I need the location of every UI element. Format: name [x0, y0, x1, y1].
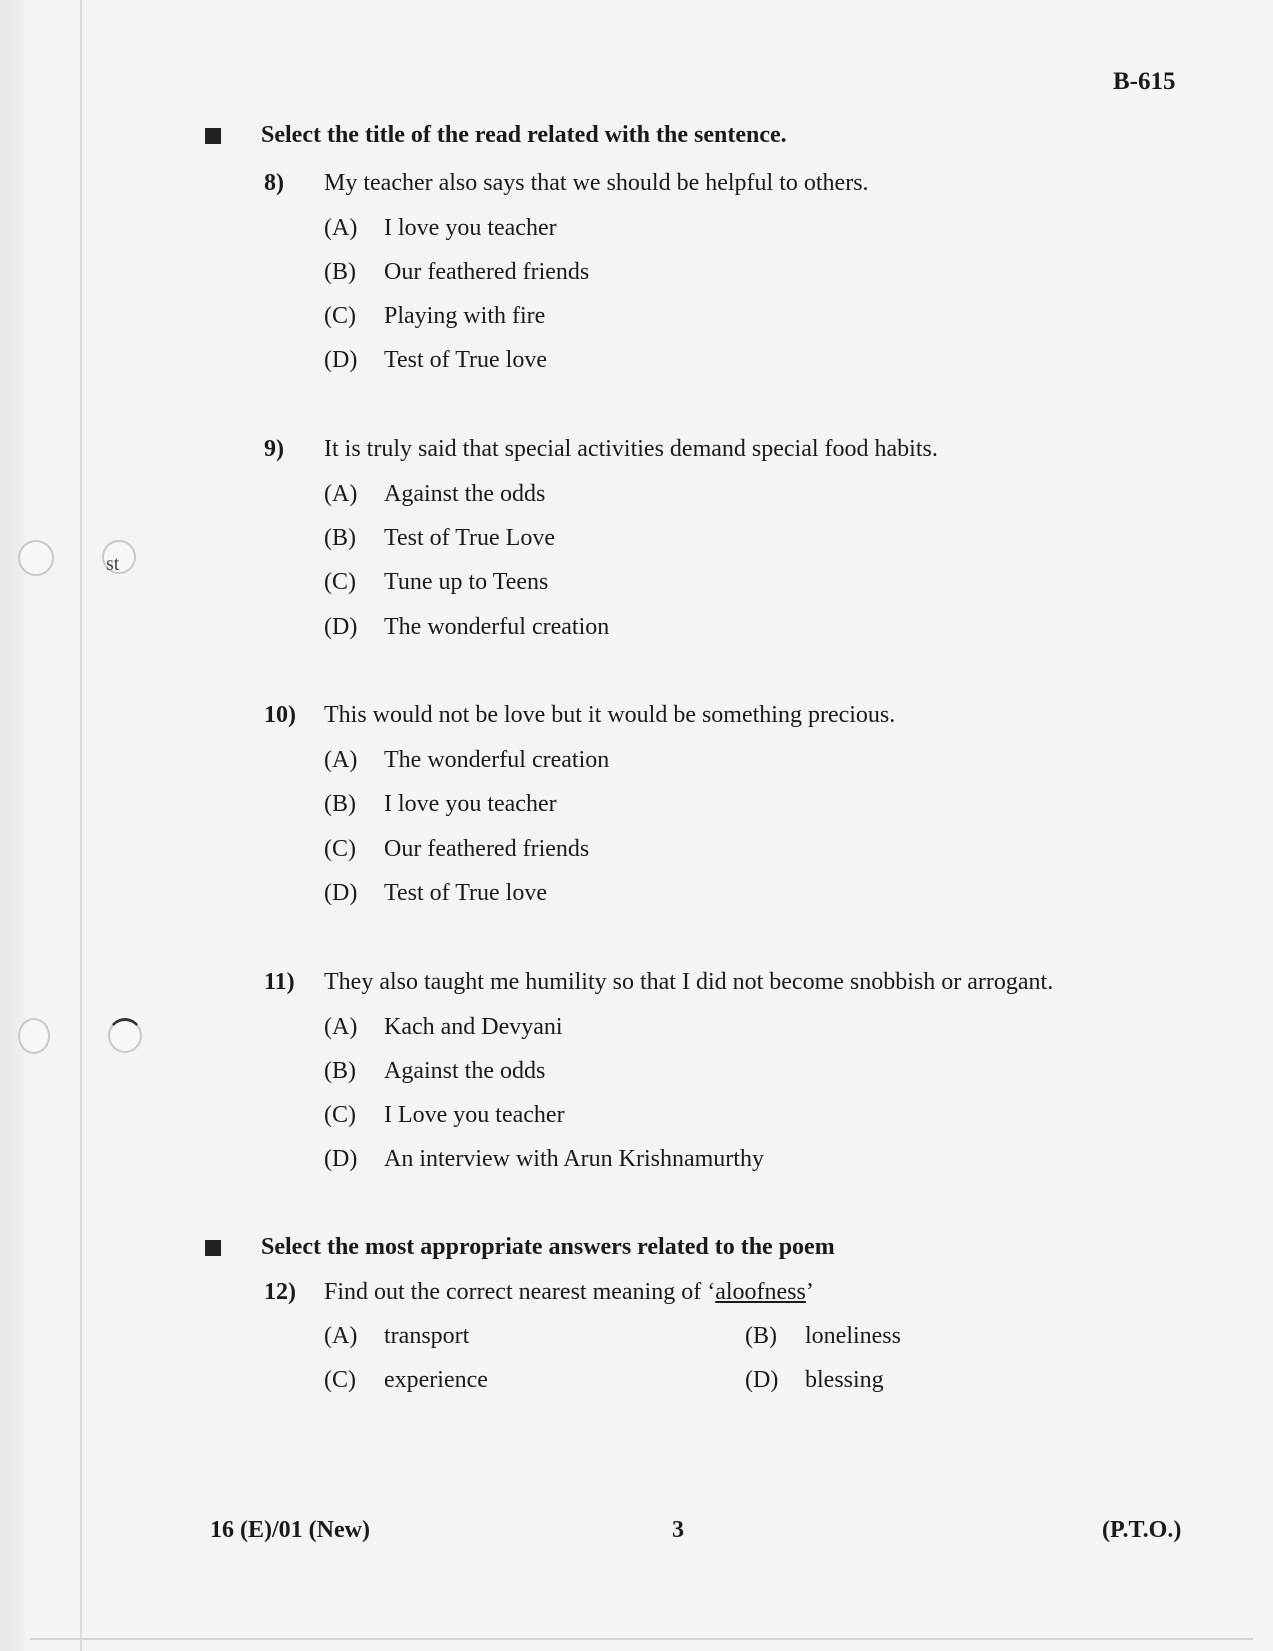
- option-8-b: [324, 259, 589, 286]
- option-10-c: [324, 836, 589, 863]
- option-letter: (A): [324, 481, 358, 507]
- option-letter: (C): [324, 569, 356, 595]
- option-letter: (A): [324, 1323, 358, 1349]
- option-text: I Love you teacher: [384, 1102, 565, 1128]
- question-text: My teacher also says that we should be helpful to others.: [324, 170, 869, 196]
- margin-mark-text: st: [106, 553, 120, 575]
- option-text: The wonderful creation: [384, 747, 610, 773]
- option-letter: (B): [745, 1323, 777, 1349]
- section-heading: [205, 122, 787, 149]
- footer-page-number: 3: [672, 1517, 684, 1543]
- option-text: Tune up to Teens: [384, 569, 549, 595]
- scan-edge: [0, 0, 26, 1651]
- question-text-after: ’: [805, 1279, 814, 1305]
- question-10: [264, 702, 895, 729]
- option-11-b: [324, 1058, 545, 1085]
- question-8: [264, 170, 869, 197]
- punch-mark-circle-lower: [108, 1018, 142, 1053]
- option-11-c: [324, 1102, 565, 1129]
- option-8-c: [324, 303, 545, 330]
- question-number: 9): [264, 436, 284, 462]
- section-title: Select the most appropriate answers related to the poem: [261, 1234, 835, 1260]
- punch-hole-upper: [18, 540, 54, 576]
- question-text: This would not be love but it would be something precious.: [324, 702, 896, 728]
- option-text: Playing with fire: [384, 303, 546, 329]
- question-number: 8): [264, 170, 284, 196]
- option-letter: (B): [324, 1058, 356, 1084]
- option-letter: (A): [324, 215, 358, 241]
- section-heading: [205, 1234, 835, 1261]
- option-8-a: [324, 215, 557, 242]
- question-number: 10): [264, 702, 296, 728]
- scan-shadow-line: [80, 0, 82, 1651]
- option-letter: (C): [324, 303, 356, 329]
- option-9-b: [324, 525, 555, 552]
- square-bullet-icon: [205, 1240, 221, 1256]
- option-10-b: [324, 791, 557, 818]
- option-text: Our feathered friends: [384, 836, 590, 862]
- option-10-d: [324, 880, 547, 907]
- scan-bottom-line: [30, 1638, 1253, 1640]
- option-text: Test of True Love: [384, 525, 555, 551]
- option-text: transport: [384, 1323, 470, 1349]
- question-number: 12): [264, 1279, 296, 1305]
- punch-hole-lower: [18, 1018, 50, 1054]
- option-11-a: [324, 1014, 563, 1041]
- square-bullet-icon: [205, 128, 221, 144]
- option-8-d: [324, 347, 547, 374]
- option-letter: (D): [324, 347, 358, 373]
- footer-paper-code: 16 (E)/01 (New): [210, 1517, 370, 1543]
- option-letter: (D): [324, 614, 358, 640]
- question-number: 11): [264, 969, 295, 995]
- option-text: I love you teacher: [384, 215, 557, 241]
- option-text: experience: [384, 1367, 488, 1393]
- option-letter: (D): [324, 880, 358, 906]
- option-10-a: [324, 747, 609, 774]
- option-text: Our feathered friends: [384, 259, 590, 285]
- page-code: B-615: [1113, 68, 1176, 95]
- option-letter: (C): [324, 1367, 356, 1393]
- option-letter: (D): [324, 1146, 358, 1172]
- option-text: blessing: [805, 1367, 884, 1393]
- option-text: Kach and Devyani: [384, 1014, 563, 1040]
- option-12-b: [745, 1323, 901, 1350]
- option-letter: (C): [324, 1102, 356, 1128]
- option-letter: (B): [324, 259, 356, 285]
- section-title: Select the title of the read related with the sentence.: [261, 122, 787, 148]
- question-12: [264, 1279, 814, 1306]
- option-12-c: [324, 1367, 488, 1394]
- option-text: Against the odds: [384, 481, 546, 507]
- footer-pto: (P.T.O.): [1102, 1517, 1182, 1543]
- question-11: [264, 969, 1053, 996]
- option-9-c: [324, 569, 548, 596]
- option-12-a: [324, 1323, 469, 1350]
- option-text: loneliness: [805, 1323, 901, 1349]
- question-9: [264, 436, 938, 463]
- option-9-d: [324, 614, 609, 641]
- option-text: The wonderful creation: [384, 614, 610, 640]
- option-letter: (A): [324, 1014, 358, 1040]
- question-text-before: Find out the correct nearest meaning of ‘: [324, 1279, 716, 1305]
- option-11-d: [324, 1146, 764, 1173]
- option-letter: (B): [324, 791, 356, 817]
- option-12-d: [745, 1367, 884, 1394]
- question-text: [324, 1279, 814, 1306]
- option-text: An interview with Arun Krishnamurthy: [384, 1146, 764, 1172]
- option-letter: (B): [324, 525, 356, 551]
- option-text: Against the odds: [384, 1058, 546, 1084]
- question-text: It is truly said that special activities demand special food habits.: [324, 436, 938, 462]
- option-letter: (A): [324, 747, 358, 773]
- option-letter: (D): [745, 1367, 779, 1393]
- option-letter: (C): [324, 836, 356, 862]
- option-text: Test of True love: [384, 880, 547, 906]
- option-text: I love you teacher: [384, 791, 557, 817]
- question-keyword: aloofness: [715, 1279, 806, 1305]
- option-9-a: [324, 481, 545, 508]
- question-text: They also taught me humility so that I did not become snobbish or arrogant.: [324, 969, 1054, 995]
- option-text: Test of True love: [384, 347, 547, 373]
